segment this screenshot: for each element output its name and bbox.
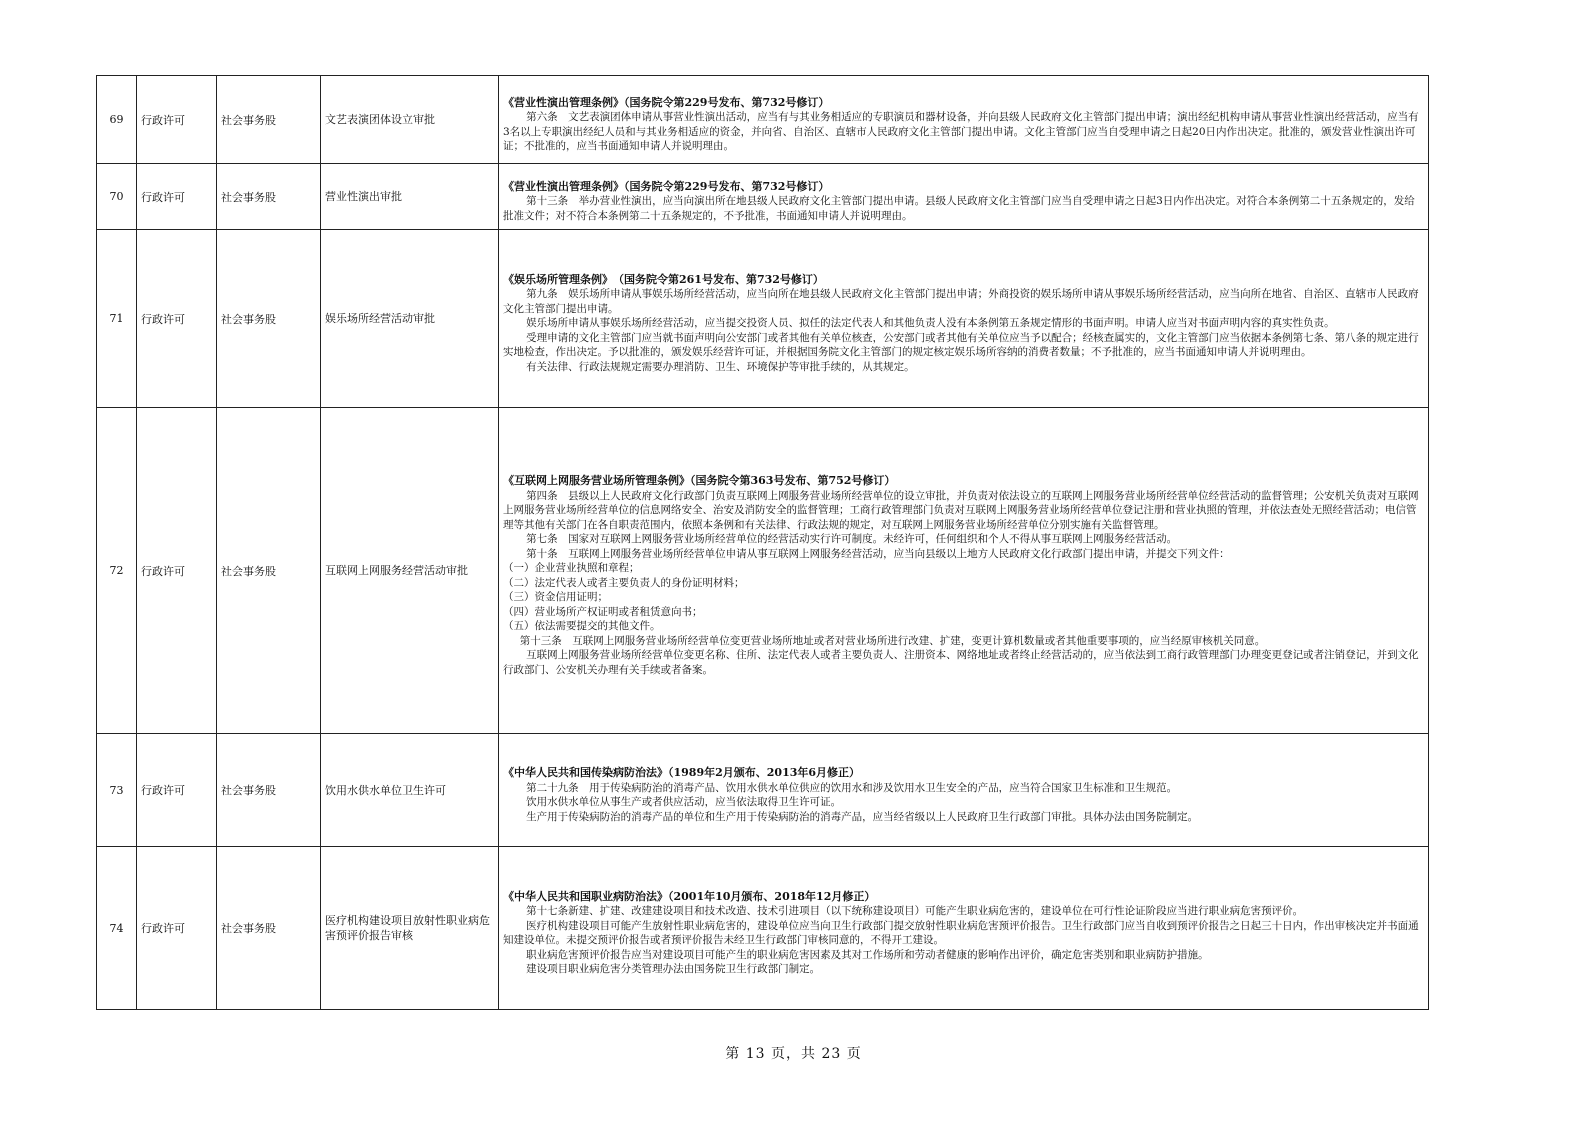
legal-basis xyxy=(499,734,1429,847)
department: 社会事务股 xyxy=(217,230,321,408)
page-footer: 第 13 页，共 23 页 xyxy=(725,1046,862,1062)
regulation-paragraph: （五）依法需要提交的其他文件。 xyxy=(503,620,661,632)
row-number: 73 xyxy=(97,734,137,847)
table-row xyxy=(97,76,1429,164)
item-name: 饮用水供水单位卫生许可 xyxy=(321,734,499,847)
regulation-paragraph: 有关法律、行政法规规定需要办理消防、卫生、环境保护等审批手续的，从其规定。 xyxy=(526,360,915,373)
table-body xyxy=(97,76,1429,1010)
regulation-title: 《营业性演出管理条例》（国务院令第229号发布、第732号修订） xyxy=(503,95,830,109)
regulation-paragraph: 互联网上网服务营业场所经营单位变更名称、住所、法定代表人或者主要负责人、注册资本、网络地址或者终止经营活动的，应当依法到工商行政管理部门办理变更登记或者注销登记，并到文化行政部门、公安机关办理有关手续或者备案。 xyxy=(503,649,1419,676)
legal-basis xyxy=(499,847,1429,1010)
table-row xyxy=(97,408,1429,734)
item-name: 娱乐场所经营活动审批 xyxy=(321,230,499,408)
regulation-paragraph: 第六条 文艺表演团体申请从事营业性演出活动，应当有与其业务相适应的专职演员和器材设备，并向县级人民政府文化主管部门提出申请；演出经纪机构申请从事营业性演出经营活动，应当有3名以上专职演出经纪人员和与其业务相适应的资金，并向省、自治区、直辖市人民政府文化主管部门提出申请。文化主管部门应当自受理申请之日起20日内作出决定。批准的，颁发营业性演出许可证；不批准的，应当书面通知申请人并说明理由。 xyxy=(503,111,1419,152)
table-row xyxy=(97,734,1429,847)
regulation-paragraph: （三）资金信用证明； xyxy=(503,591,608,603)
regulation-title: 《互联网上网服务营业场所管理条例》（国务院令第363号发布、第752号修订） xyxy=(503,474,896,487)
department: 社会事务股 xyxy=(217,164,321,230)
permit-type: 行政许可 xyxy=(137,734,217,847)
regulation-paragraph: 第十三条 互联网上网服务营业场所经营单位变更营业场所地址或者对营业场所进行改建、扩建，变更计算机数量或者其他重要事项的，应当经原审核机关同意。 xyxy=(519,634,1266,647)
department: 社会事务股 xyxy=(217,734,321,847)
permit-type: 行政许可 xyxy=(137,847,217,1010)
regulation-paragraph: 娱乐场所申请从事娱乐场所经营活动，应当提交投资人员、拟任的法定代表人和其他负责人没有本条例第五条规定情形的书面声明。申请人应当对书面声明内容的真实性负责。 xyxy=(526,317,1335,330)
table-row xyxy=(97,164,1429,230)
department: 社会事务股 xyxy=(217,408,321,734)
row-number: 70 xyxy=(97,164,137,230)
regulation-paragraph: 第七条 国家对互联网上网服务营业场所经营单位的经营活动实行许可制度。未经许可，任何组织和个人不得从事互联网上网服务经营活动。 xyxy=(526,533,1178,545)
regulation-paragraph: 第四条 县级以上人民政府文化行政部门负责互联网上网服务营业场所经营单位的设立审批，并负责对依法设立的互联网上网服务营业场所经营单位经营活动的监督管理；公安机关负责对互联网上网服务营业场所经营单位的信息网络安全、治安及消防安全的监督管理；工商行政管理部门负责对互联网上网服务营业场所经营单位登记注册和营业执照的管理，并依法查处无照经营活动；电信管理等其他有关部门在各自职责范围内，依照本条例和有关法律、行政法规的规定，对互联网上网服务营业场所经营单位分别实施有关监督管理。 xyxy=(503,489,1419,531)
regulation-paragraph: （四）营业场所产权证明或者租赁意向书； xyxy=(503,605,703,618)
item-name: 医疗机构建设项目放射性职业病危害预评价报告审核 xyxy=(321,847,499,1010)
row-number: 69 xyxy=(97,76,137,164)
regulation-paragraph: 饮用水供水单位从事生产或者供应活动，应当依法取得卫生许可证。 xyxy=(526,796,842,808)
legal-basis xyxy=(499,230,1429,408)
regulation-paragraph: 受理申请的文化主管部门应当就书面声明向公安部门或者其他有关单位核查，公安部门或者其他有关单位应当予以配合；经核查属实的，文化主管部门应当依据本条例第七条、第八条的规定进行实地检查，作出决定。予以批准的，颁发娱乐经营许可证，并根据国务院文化主管部门的规定核定娱乐场所容纳的消费者数量；不予批准的，应当书面通知申请人并说明理由。 xyxy=(503,331,1419,359)
item-name: 互联网上网服务经营活动审批 xyxy=(321,408,499,734)
regulation-title: 《营业性演出管理条例》（国务院令第229号发布、第732号修订） xyxy=(503,179,830,193)
row-number: 72 xyxy=(97,408,137,734)
department: 社会事务股 xyxy=(217,847,321,1010)
regulation-paragraph: 第二十九条 用于传染病防治的消毒产品、饮用水供水单位供应的饮用水和涉及饮用水卫生安全的产品，应当符合国家卫生标准和卫生规范。 xyxy=(526,781,1178,794)
regulation-paragraph: 医疗机构建设项目可能产生放射性职业病危害的，建设单位应当向卫生行政部门提交放射性职业病危害预评价报告。卫生行政部门应当自收到预评价报告之日起三十日内，作出审核决定并书面通知建设单位。未提交预评价报告或者预评价报告未经卫生行政部门审核同意的，不得开工建设。 xyxy=(503,919,1419,946)
item-name: 文艺表演团体设立审批 xyxy=(321,76,499,164)
permit-type: 行政许可 xyxy=(137,408,217,734)
row-number: 71 xyxy=(97,230,137,408)
regulation-paragraph: 第十条 互联网上网服务营业场所经营单位申请从事互联网上网服务经营活动，应当向县级以上地方人民政府文化行政部门提出申请，并提交下列文件： xyxy=(526,547,1230,560)
regulation-paragraph: 第十七条新建、扩建、改建建设项目和技术改造、技术引进项目（以下统称建设项目）可能产生职业病危害的，建设单位在可行性论证阶段应当进行职业病危害预评价。 xyxy=(526,905,1304,917)
table-row xyxy=(97,230,1429,408)
regulation-paragraph: 建设项目职业病危害分类管理办法由国务院卫生行政部门制定。 xyxy=(526,963,821,975)
regulation-title: 《中华人民共和国职业病防治法》（2001年10月颁布、2018年12月修正） xyxy=(503,889,876,903)
regulation-paragraph: 第九条 娱乐场所申请从事娱乐场所经营活动，应当向所在地县级人民政府文化主管部门提出申请；外商投资的娱乐场所申请从事娱乐场所经营活动，应当向所在地省、自治区、直辖市人民政府文化主管部门提出申请。 xyxy=(503,288,1419,315)
row-number: 74 xyxy=(97,847,137,1010)
legal-basis xyxy=(499,408,1429,734)
regulation-paragraph: （一）企业营业执照和章程； xyxy=(503,562,640,574)
permit-type: 行政许可 xyxy=(137,164,217,230)
permit-type: 行政许可 xyxy=(137,230,217,408)
regulation-paragraph: （二）法定代表人或者主要负责人的身份证明材料； xyxy=(503,576,745,589)
legal-basis xyxy=(499,164,1429,230)
regulation-title: 《中华人民共和国传染病防治法》（1989年2月颁布、2013年6月修正） xyxy=(503,766,861,779)
regulation-paragraph: 职业病危害预评价报告应当对建设项目可能产生的职业病危害因素及其对工作场所和劳动者健康的影响作出评价，确定危害类别和职业病防护措施。 xyxy=(526,948,1209,961)
department: 社会事务股 xyxy=(217,76,321,164)
regulation-paragraph: 第十三条 举办营业性演出，应当向演出所在地县级人民政府文化主管部门提出申请。县级人民政府文化主管部门应当自受理申请之日起3日内作出决定。对符合本条例第二十五条规定的，发给批准文件；对不符合本条例第二十五条规定的，不予批准，书面通知申请人并说明理由。 xyxy=(503,195,1415,222)
regulation-table xyxy=(96,75,1429,1010)
regulation-paragraph: 生产用于传染病防治的消毒产品的单位和生产用于传染病防治的消毒产品，应当经省级以上人民政府卫生行政部门审批。具体办法由国务院制定。 xyxy=(526,810,1199,823)
permit-type: 行政许可 xyxy=(137,76,217,164)
regulation-title: 《娱乐场所管理条例》 （国务院令第261号发布、第732号修订） xyxy=(503,272,824,286)
legal-basis xyxy=(499,76,1429,164)
table-row xyxy=(97,847,1429,1010)
item-name: 营业性演出审批 xyxy=(321,164,499,230)
